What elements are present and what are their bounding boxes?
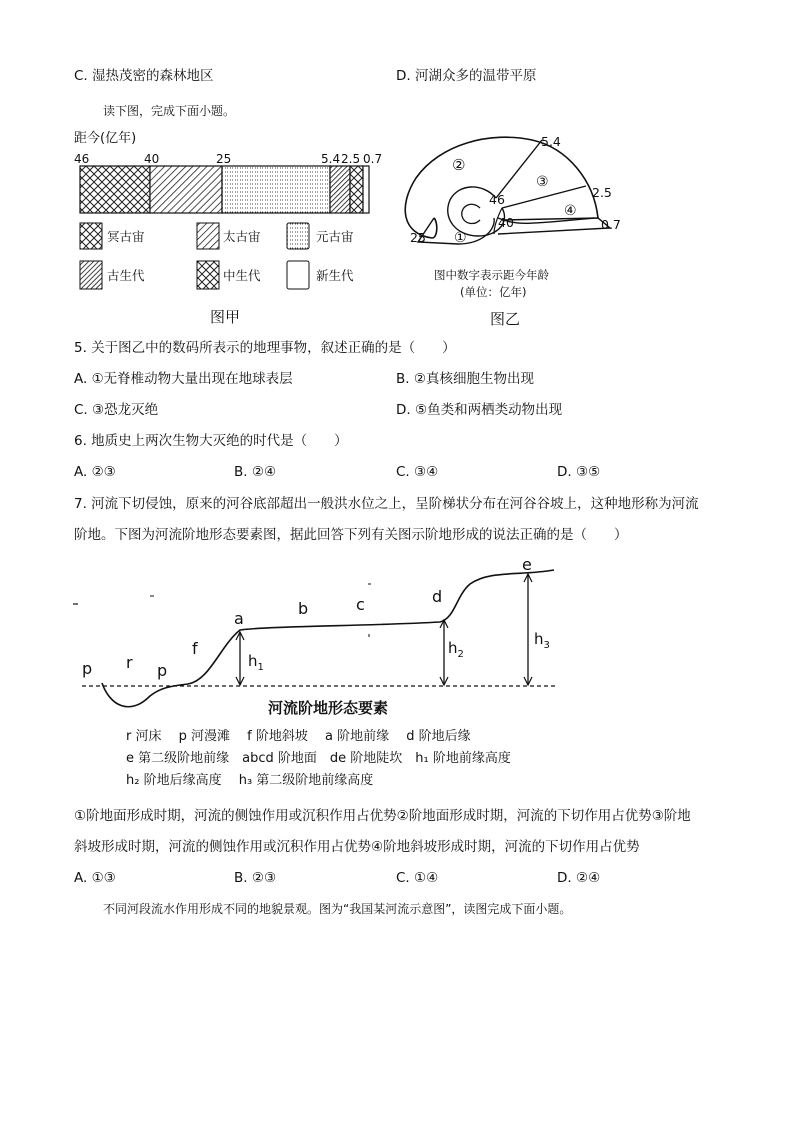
q6-stem: 6. 地质史上两次生物大灭绝的时代是（ ） (74, 433, 348, 449)
jia-tick: 40 (144, 152, 160, 166)
legend-swatch-cenozoic (287, 261, 309, 289)
terrace-letter-d: d (432, 587, 443, 606)
legend-swatch-proterozoic (287, 223, 309, 249)
q7-option-b: B. ②③ (234, 870, 277, 886)
yi-caption: 图乙 (490, 310, 521, 328)
yi-region: ③ (536, 174, 549, 190)
q5-option-a: A. ①无脊椎动物大量出现在地球表层 (74, 371, 293, 387)
terrace-letter-c: c (356, 595, 365, 614)
terrace-title: 河流阶地形态要素 (268, 699, 389, 717)
yi-number: 0.7 (601, 217, 621, 232)
terrace-letter-e: e (522, 555, 532, 574)
label-h1: $h_1$ (248, 652, 264, 673)
yi-number: 25 (410, 230, 426, 245)
bar-proterozoic (222, 166, 330, 213)
yi-region: ① (454, 230, 467, 246)
yi-number: 46 (489, 192, 505, 207)
bar-cenozoic (363, 166, 369, 213)
legend-label: 太古宙 (223, 229, 261, 244)
q5-option-c: C. ③恐龙灭绝 (74, 402, 159, 418)
terrace-letter-b: b (298, 599, 309, 618)
q7-stem-line-1: 7. 河流下切侵蚀，原来的河谷底部超出一般洪水位之上，呈阶梯状分布在河谷谷坡上，这种地形称为河流 (74, 496, 699, 512)
legend-label: 新生代 (316, 268, 354, 283)
yi-region: ④ (564, 203, 577, 219)
q7-option-d: D. ②④ (557, 870, 601, 886)
terrace-letter-p: p (82, 659, 93, 678)
q6-option-a: A. ②③ (74, 464, 116, 480)
intro-text-1: 读下图，完成下面小题。 (103, 104, 236, 118)
terrace-letter-r: r (126, 653, 133, 672)
terrace-legend-line-3: h₂ 阶地后缘高度 h₃ 第二级阶地前缘高度 (126, 773, 374, 788)
option-d-prev: D. 河湖众多的温带平原 (396, 68, 537, 84)
legend-swatch-archean (197, 223, 219, 249)
label-h2: $h_2$ (448, 639, 464, 660)
q5-stem: 5. 关于图乙中的数码所表示的地理事物，叙述正确的是（ ） (74, 340, 456, 356)
q6-option-d: D. ③⑤ (557, 464, 601, 480)
terrace-letter-p: p (157, 661, 168, 680)
yi-note-2: (单位：亿年) (460, 285, 527, 299)
jia-caption: 图甲 (210, 308, 241, 326)
q7-option-c: C. ①④ (396, 870, 439, 886)
q7-statements-line-1: ①阶地面形成时期，河流的侧蚀作用或沉积作用占优势②阶地面形成时期，河流的下切作用占优势③阶地 (74, 808, 691, 824)
terrace-letter-a: a (234, 609, 244, 628)
figure-river-terrace (70, 556, 590, 796)
terrace-letter-f: f (192, 639, 198, 658)
legend-swatch-paleozoic (80, 261, 102, 289)
figure-jia (70, 126, 383, 332)
yi-note-1: 图中数字表示距今年龄 (434, 268, 549, 282)
jia-tick: 5.4 (321, 152, 341, 166)
terrace-legend-line-2: e 第二级阶地前缘 abcd 阶地面 de 阶地陡坎 h₁ 阶地前缘高度 (126, 751, 511, 766)
figure-yi (398, 126, 638, 332)
jia-axis-title: 距今(亿年) (74, 131, 137, 146)
jia-tick: 2.5 (341, 152, 361, 166)
yi-number: 40 (498, 215, 514, 230)
bar-archean (150, 166, 222, 213)
label-h3: $h_3$ (534, 630, 550, 651)
intro-text-2: 不同河段流水作用形成不同的地貌景观。图为“我国某河流示意图”，读图完成下面小题。 (103, 902, 572, 916)
q7-stem-line-2: 阶地。下图为河流阶地形态要素图，据此回答下列有关图示阶地形成的说法正确的是（ ） (74, 527, 628, 543)
jia-tick: 46 (74, 152, 90, 166)
yi-number: 2.5 (592, 185, 612, 200)
q5-option-b: B. ②真核细胞生物出现 (396, 371, 534, 387)
terrace-legend-line-1: r 河床 p 河漫滩 f 阶地斜坡 a 阶地前缘 d 阶地后缘 (126, 729, 471, 744)
bar-hadean (80, 166, 150, 213)
bar-paleozoic (330, 166, 350, 213)
legend-swatch-hadean (80, 223, 102, 249)
yi-region: ② (452, 156, 466, 174)
option-c-prev: C. 湿热茂密的森林地区 (74, 68, 214, 84)
legend-label: 古生代 (107, 268, 145, 283)
jia-tick: 0.7 (363, 152, 383, 166)
legend-label: 冥古宙 (107, 229, 145, 244)
legend-label: 中生代 (223, 268, 261, 283)
q6-option-b: B. ②④ (234, 464, 277, 480)
legend-swatch-mesozoic (197, 261, 219, 289)
q7-option-a: A. ①③ (74, 870, 116, 886)
legend-label: 元古宙 (316, 229, 354, 244)
jia-tick: 25 (216, 152, 232, 166)
yi-number: 5.4 (541, 134, 561, 149)
q5-option-d: D. ⑤鱼类和两栖类动物出现 (396, 402, 563, 418)
q7-statements-line-2: 斜坡形成时期，河流的侧蚀作用或沉积作用占优势④阶地斜坡形成时期，河流的下切作用占优势 (74, 839, 640, 855)
q6-option-c: C. ③④ (396, 464, 439, 480)
bar-mesozoic (350, 166, 363, 213)
